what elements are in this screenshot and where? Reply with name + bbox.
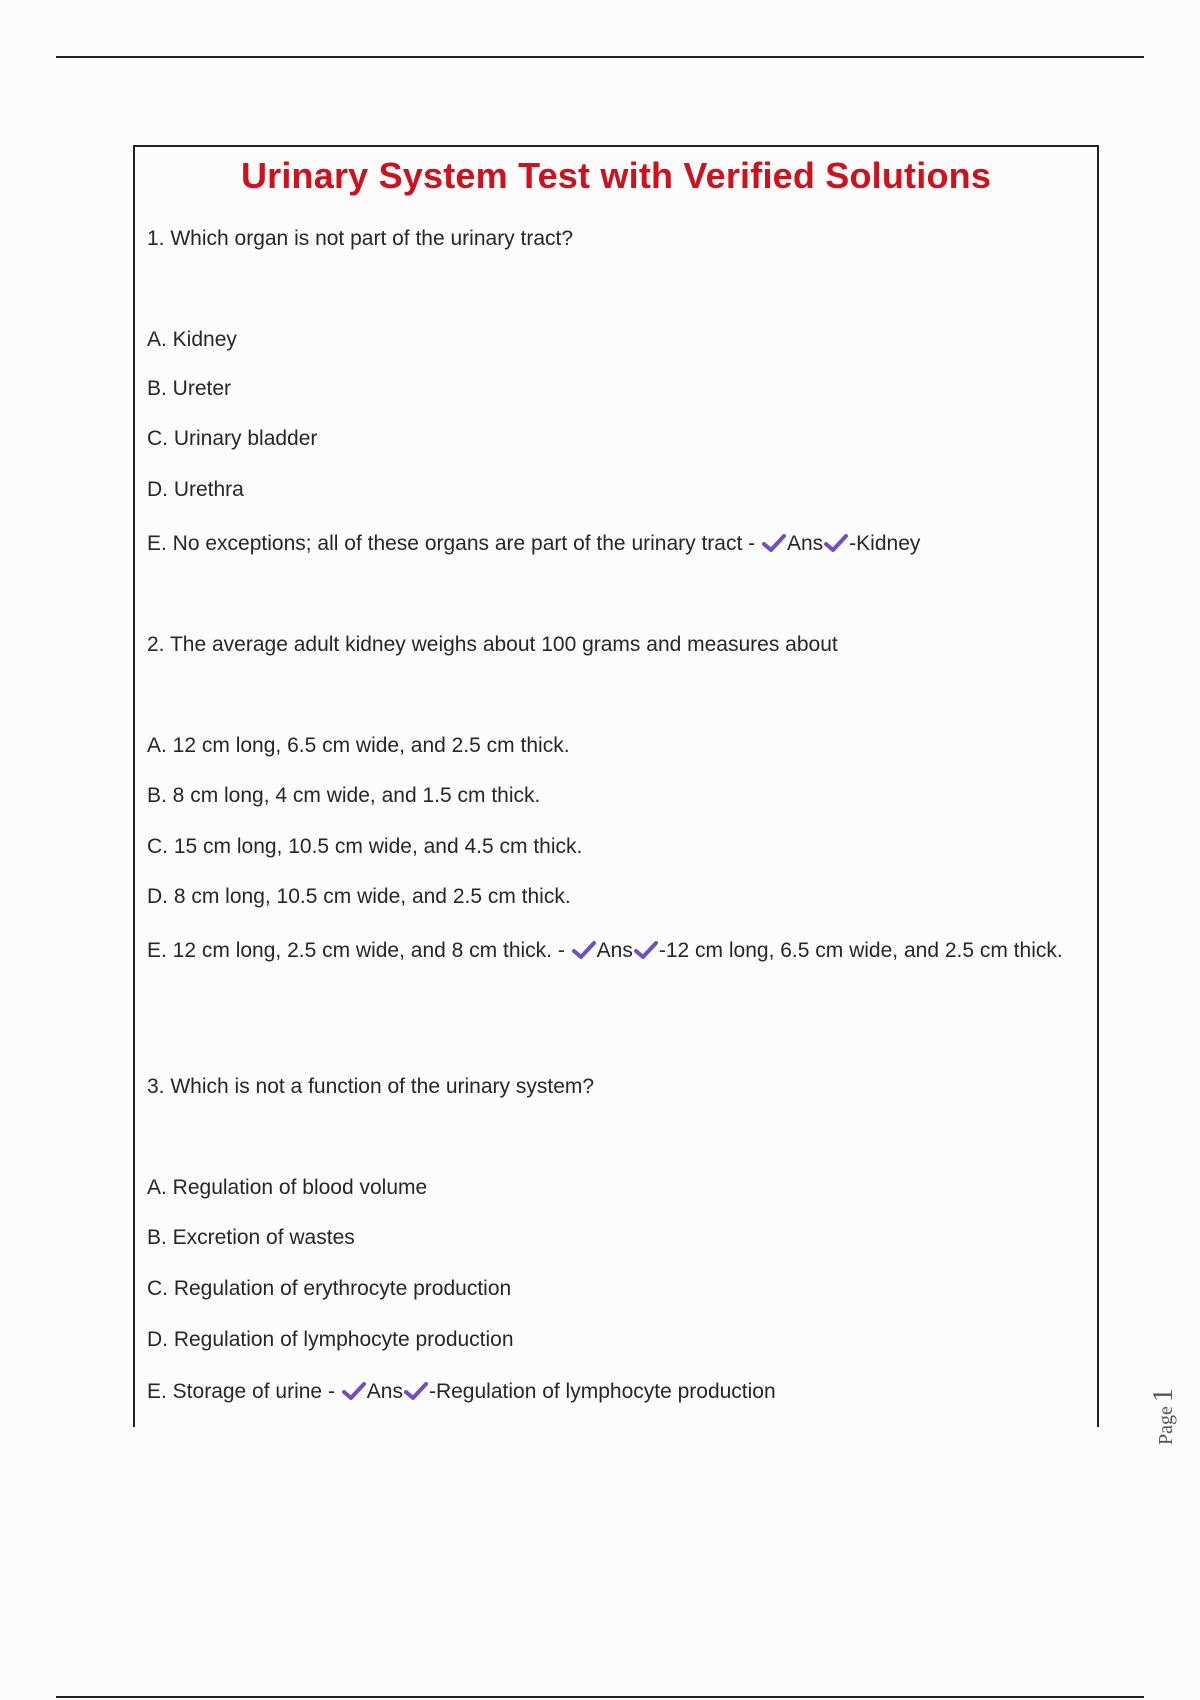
question-2-option-c: C. 15 cm long, 10.5 cm wide, and 4.5 cm thick. — [147, 835, 583, 858]
question-2-text: 2. The average adult kidney weighs about 100 grams and measures about — [147, 633, 838, 656]
page-title: Urinary System Test with Verified Solutions — [240, 155, 992, 196]
answer-text: -Regulation of lymphocyte production — [428, 1380, 776, 1403]
answer-text: -Kidney — [849, 532, 921, 555]
option-e-text: E. Storage of urine - — [147, 1380, 341, 1403]
check-mark-icon — [404, 1381, 428, 1401]
ans-label: Ans — [786, 532, 824, 555]
option-e-text: E. No exceptions; all of these organs are part of the urinary tract - — [147, 532, 761, 555]
check-mark-icon — [572, 940, 596, 960]
header-rule — [56, 56, 1144, 58]
question-2-option-b: B. 8 cm long, 4 cm wide, and 1.5 cm thick. — [147, 784, 541, 807]
check-mark-icon — [762, 533, 786, 553]
document-frame — [133, 145, 1099, 1427]
question-1-option-b: B. Ureter — [147, 377, 232, 400]
option-e-text: E. 12 cm long, 2.5 cm wide, and 8 cm thick. - — [147, 939, 571, 962]
question-3-option-a: A. Regulation of blood volume — [147, 1176, 428, 1199]
question-2-option-d: D. 8 cm long, 10.5 cm wide, and 2.5 cm thick. — [147, 885, 571, 908]
ans-label: Ans — [596, 939, 633, 962]
question-3-option-d: D. Regulation of lymphocyte production — [147, 1328, 514, 1351]
page-word: Page — [1155, 1406, 1177, 1445]
check-mark-icon — [634, 940, 658, 960]
check-mark-icon — [824, 533, 848, 553]
page-number — [1148, 1388, 1180, 1445]
question-3-option-b: B. Excretion of wastes — [147, 1226, 355, 1249]
footer-rule — [56, 1696, 1144, 1698]
question-3-option-c: C. Regulation of erythrocyte production — [147, 1277, 512, 1300]
question-2-option-a: A. 12 cm long, 6.5 cm wide, and 2.5 cm thick. — [147, 734, 570, 757]
ans-label: Ans — [366, 1380, 403, 1403]
question-1-option-d: D. Urethra — [147, 478, 244, 501]
question-3-text: 3. Which is not a function of the urinary system? — [147, 1075, 595, 1098]
question-2-option-e — [147, 934, 1087, 968]
question-1-text: 1. Which organ is not part of the urinary tract? — [147, 227, 574, 250]
question-3-option-e — [147, 1375, 776, 1409]
question-1-option-a: A. Kidney — [147, 328, 237, 351]
check-mark-icon — [342, 1381, 366, 1401]
question-1-option-c: C. Urinary bladder — [147, 427, 318, 450]
page-number-value: 1 — [1148, 1388, 1179, 1403]
answer-text: -12 cm long, 6.5 cm wide, and 2.5 cm thick. — [658, 939, 1063, 962]
question-1-option-e — [147, 527, 920, 561]
